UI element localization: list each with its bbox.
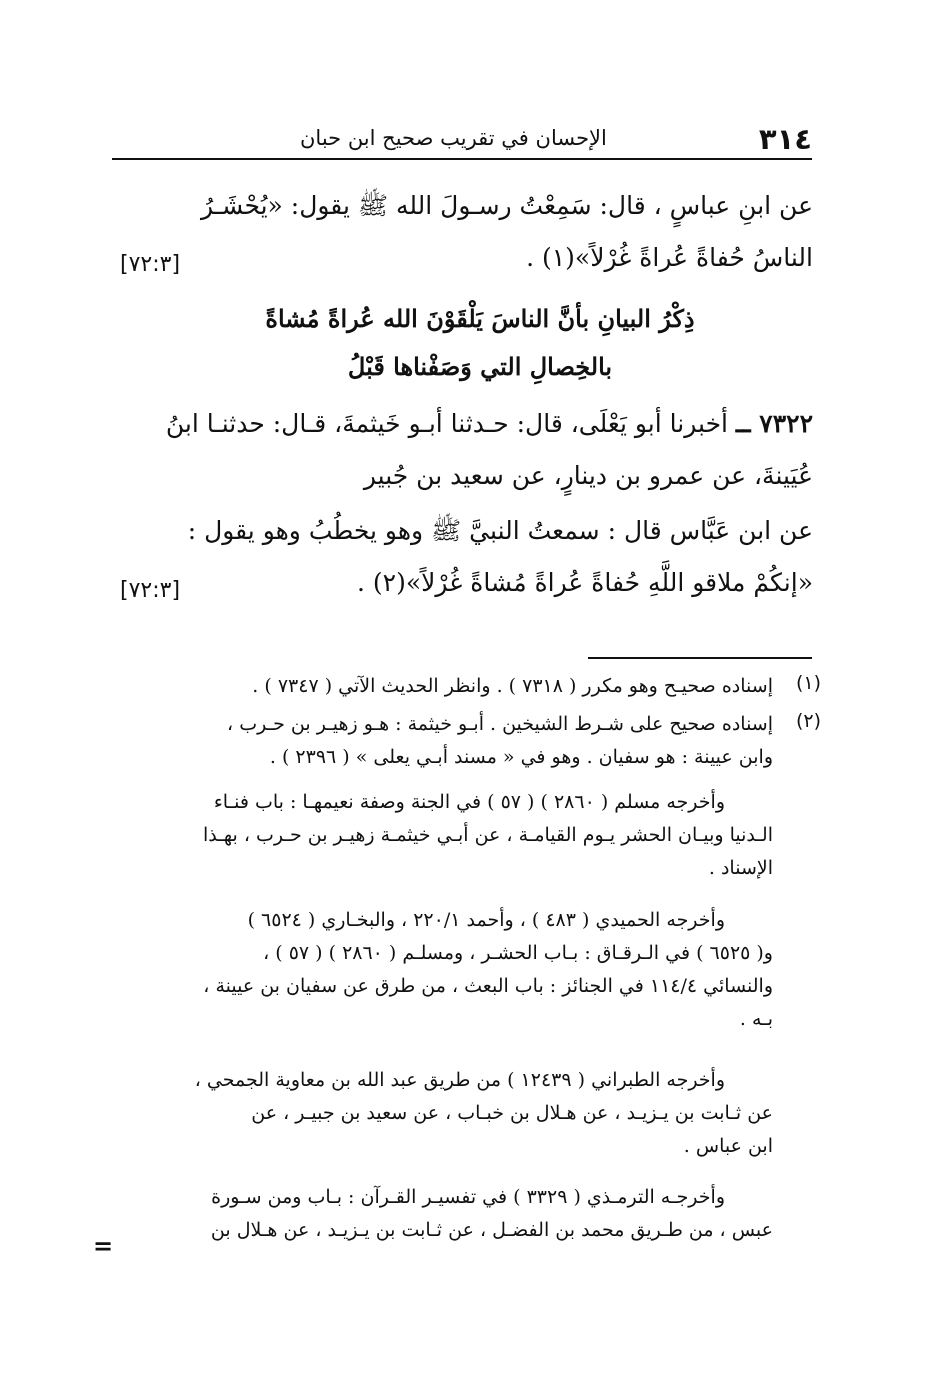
footnote-line: الـدنيا وبيـان الحشر يـوم القيامـة ، عن أبـي خيثمـة زهيـر بن حـرب ، بهـذا <box>202 824 773 846</box>
footnote-line: عبس ، من طـريق محمد بن الفضـل ، عن ثـابت بن يـزيـد ، عن هـلال بن <box>210 1219 773 1241</box>
running-title: الإحسان في تقريب صحيح ابن حبان <box>300 126 607 150</box>
hadith-isnad <box>123 398 813 502</box>
header-rule <box>112 158 812 160</box>
text-line: عن ابن عَبَّاس قال : سمعتُ النبيَّ ﷺ وهو يخطُبُ وهو يقول : <box>187 516 813 545</box>
footnote-line: والنسائي ١١٤/٤ في الجنائز : باب البعث ، من طرق عن سفيان بن عيينة ، <box>203 975 773 997</box>
footnote-line: وابن عيينة : هو سفيان . وهو في « مسند أبـي يعلى » ( ٢٣٩٦ ) . <box>269 746 773 768</box>
chapter-heading-line: بالخِصالِ التي وَصَفْناها قَبْلُ <box>347 352 613 381</box>
hadith-matn <box>123 505 813 609</box>
footnote-line: إسناده صحيـح وهو مكرر ( ٧٣١٨ ) . وانظر الحديث الآتي ( ٧٣٤٧ ) . <box>252 675 773 697</box>
footnote-paragraph <box>123 1181 773 1247</box>
footnote-line: الإسناد . <box>708 857 773 879</box>
footnote-paragraph <box>123 1064 773 1163</box>
footnote-2 <box>123 708 773 774</box>
hadith-number: ٧٣٢٢ ــ <box>735 409 813 438</box>
hadith-text-1 <box>123 180 813 284</box>
text-line: عن ابنِ عباسٍ ، قال: سَمِعْتُ رسـولَ الله ﷺ يقول: «يُحْشَـرُ <box>201 191 813 220</box>
footnote-line: بـه . <box>739 1008 773 1030</box>
footnote-line: ابن عباس . <box>683 1135 773 1157</box>
text-line: الناسُ حُفاةً عُراةً غُرْلاً»(١) . <box>526 243 813 272</box>
footnote-line: وأخرجه مسلم ( ٢٨٦٠ ) ( ٥٧ ) في الجنة وصفة نعيمهـا : باب فنـاء <box>213 791 725 813</box>
text-line: «إنكُمْ ملاقو اللَّهِ حُفاةً عُراةً مُشاةً غُرْلاً»(٢) . <box>357 568 813 597</box>
reference-mark: [٧٢:٣] <box>120 578 181 603</box>
footnote-line: إسناده صحيح على شـرط الشيخين . أبـو خيثمة : هـو زهيـر بن حـرب ، <box>227 713 773 735</box>
page-number: ٣١٤ <box>758 122 812 156</box>
text-line <box>123 398 813 450</box>
footnote-line: عن ثـابت بن يـزيـد ، عن هـلال بن خبـاب ، عن سعيد بن جبيـر ، عن <box>251 1102 773 1124</box>
footnote-line: و( ٦٥٢٥ ) في الـرقـاق : بـاب الحشـر ، ومسلـم ( ٢٨٦٠ ) ( ٥٧ ) ، <box>263 942 773 964</box>
page-header <box>112 112 812 160</box>
footnote-line: وأخرجـه الترمـذي ( ٣٣٢٩ ) في تفسيـر القـرآن : بـاب ومن سـورة <box>211 1186 725 1208</box>
footnote-paragraph <box>123 786 773 885</box>
footnote-line: وأخرجه الحميدي ( ٤٨٣ ) ، وأحمد ٢٢٠/١ ، والبخـاري ( ٦٥٢٤ ) <box>247 909 725 931</box>
isnad-text: أخبرنا أبو يَعْلَى، قال: حـدثنا أبـو خَيثمةَ، قـال: حدثنـا ابنُ <box>165 409 728 438</box>
continuation-mark: = <box>93 1232 114 1260</box>
footnote-number: (٢) <box>795 710 821 732</box>
footnote-separator <box>588 657 812 659</box>
text-line: عُيَينةَ، عن عمرو بن دينارٍ، عن سعيد بن جُبير <box>363 461 813 490</box>
chapter-heading-line: ذِكْرُ البيانِ بأنَّ الناسَ يَلْقَوْنَ الله عُراةً مُشاةً <box>265 304 695 333</box>
footnote-number: (١) <box>795 672 821 694</box>
chapter-heading <box>150 295 810 391</box>
footnote-1 <box>123 670 773 703</box>
footnote-line: وأخرجه الطبراني ( ١٢٤٣٩ ) من طريق عبد الله بن معاوية الجمحي ، <box>194 1069 725 1091</box>
footnote-paragraph <box>123 904 773 1036</box>
reference-mark: [٧٢:٣] <box>120 252 181 277</box>
